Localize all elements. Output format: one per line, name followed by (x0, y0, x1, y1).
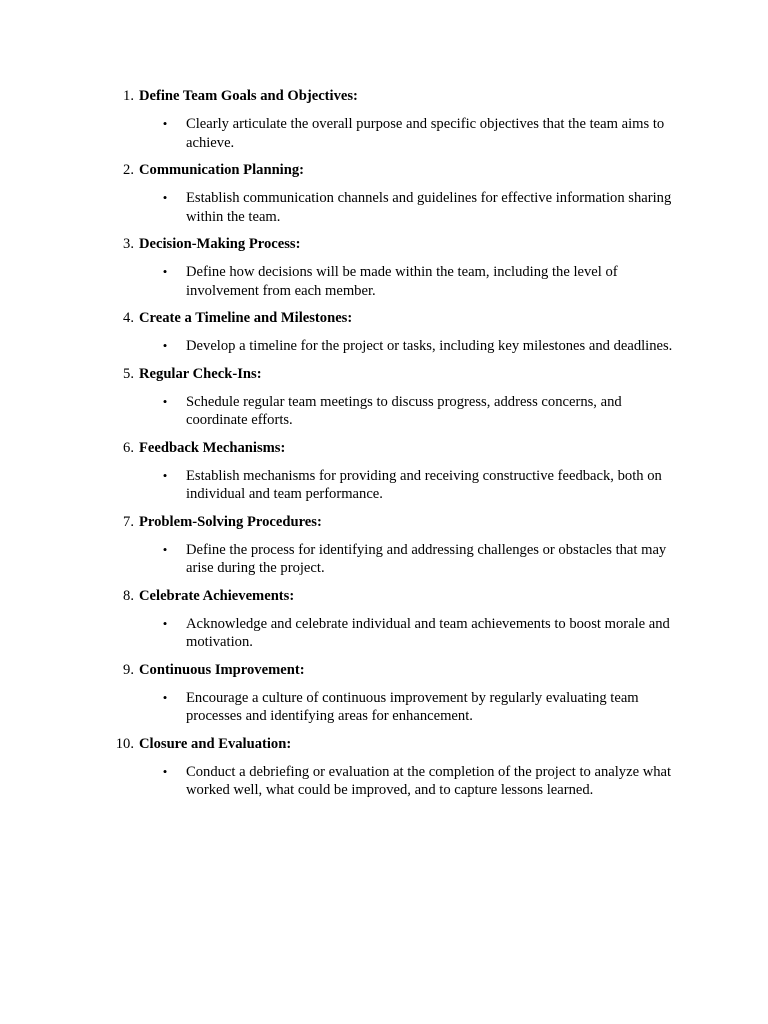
item-number: 6. (123, 439, 134, 456)
bullet-text: Define the process for identifying and addressing challenges or obstacles that may arise during the project. (186, 541, 667, 576)
item-heading (0, 87, 768, 106)
bullet-text: Schedule regular team meetings to discuss progress, address concerns, and coordinate efforts. (186, 393, 622, 428)
bullet-icon: • (162, 264, 168, 279)
item-heading (0, 365, 768, 384)
bullet-text: Define how decisions will be made within the team, including the level of involvement from each member. (186, 264, 618, 299)
item-title: Decision-Making Process: (139, 236, 301, 252)
bullet-row (0, 467, 768, 504)
item-title: Problem-Solving Procedures: (139, 513, 322, 530)
item-number: 2. (123, 162, 134, 178)
list-item (0, 87, 768, 152)
item-number: 10. (115, 735, 134, 752)
bullet-row (0, 615, 768, 652)
bullet-row (0, 115, 768, 152)
bullet-icon: • (162, 763, 168, 779)
bullet-text: Acknowledge and celebrate individual and team achievements to boost morale and motivation. (186, 615, 670, 650)
bullet-text: Establish mechanisms for providing and receiving constructive feedback, both on individual and team performance. (186, 467, 662, 502)
bullet-icon: • (162, 467, 168, 483)
list-item (0, 661, 768, 726)
numbered-list (0, 87, 768, 809)
bullet-row (0, 689, 768, 726)
bullet-row (0, 337, 768, 356)
item-number: 1. (123, 88, 134, 104)
list-item (0, 513, 768, 578)
bullet-icon: • (162, 190, 168, 205)
item-heading (0, 161, 768, 180)
bullet-text: Clearly articulate the overall purpose and specific objectives that the team aims to achieve. (186, 116, 665, 151)
item-title: Closure and Evaluation: (139, 735, 292, 752)
item-number: 8. (123, 587, 134, 604)
bullet-row (0, 763, 768, 800)
list-item (0, 161, 768, 226)
bullet-text: Encourage a culture of continuous improvement by regularly evaluating team processes and identifying areas for enhancement. (186, 689, 639, 724)
bullet-icon: • (162, 116, 168, 131)
bullet-icon: • (162, 393, 168, 409)
bullet-row (0, 541, 768, 578)
item-number: 7. (123, 513, 134, 530)
item-number: 4. (123, 310, 134, 326)
item-title: Create a Timeline and Milestones: (139, 310, 353, 326)
list-item (0, 735, 768, 800)
item-heading (0, 309, 768, 328)
item-heading (0, 735, 768, 754)
bullet-row (0, 189, 768, 226)
item-heading (0, 587, 768, 606)
bullet-text: Develop a timeline for the project or tasks, including key milestones and deadlines. (186, 338, 673, 354)
item-title: Communication Planning: (139, 162, 305, 178)
list-item (0, 587, 768, 652)
bullet-icon: • (162, 541, 168, 557)
item-title: Celebrate Achievements: (139, 587, 295, 604)
item-title: Define Team Goals and Objectives: (139, 88, 358, 104)
bullet-row (0, 263, 768, 300)
item-number: 9. (123, 661, 134, 678)
list-item (0, 439, 768, 504)
item-number: 3. (123, 236, 134, 252)
bullet-icon: • (162, 615, 168, 631)
bullet-icon: • (162, 689, 168, 705)
item-title: Regular Check-Ins: (139, 365, 262, 382)
item-title: Feedback Mechanisms: (139, 439, 286, 456)
item-number: 5. (123, 365, 134, 382)
item-heading (0, 439, 768, 458)
list-item (0, 309, 768, 356)
item-heading (0, 661, 768, 680)
list-item (0, 235, 768, 300)
item-heading (0, 513, 768, 532)
bullet-icon: • (162, 338, 168, 353)
item-heading (0, 235, 768, 254)
bullet-text: Conduct a debriefing or evaluation at the completion of the project to analyze what worked well, what could be improved, and to capture lessons learned. (186, 763, 672, 798)
bullet-text: Establish communication channels and guidelines for effective information sharing within the team. (186, 190, 672, 225)
list-item (0, 365, 768, 430)
bullet-row (0, 393, 768, 430)
item-title: Continuous Improvement: (139, 661, 305, 678)
